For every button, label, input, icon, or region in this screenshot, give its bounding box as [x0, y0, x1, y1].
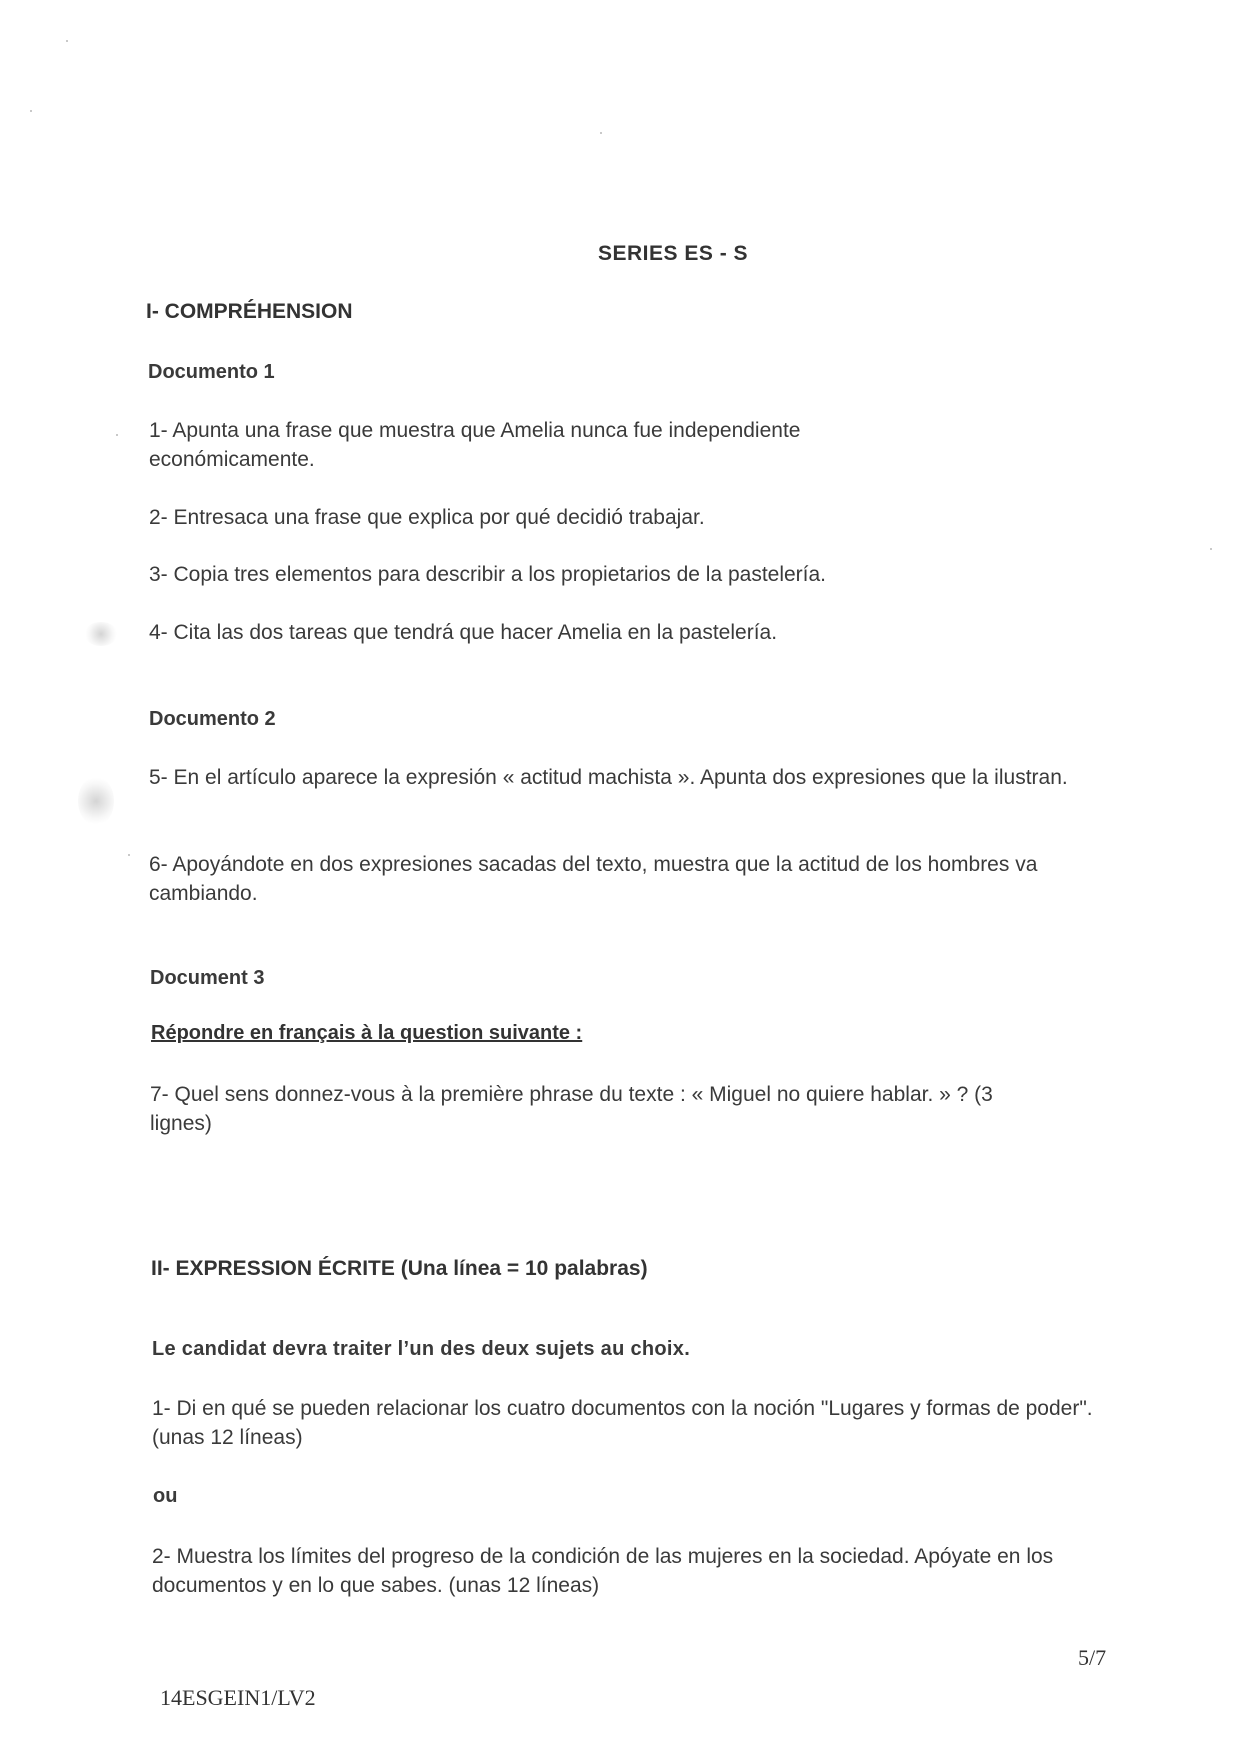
question-2: 2- Entresaca una frase que explica por qué decidió trabajar.: [149, 506, 705, 529]
section-expression-title: II- EXPRESSION ÉCRITE (Una línea = 10 palabras): [151, 1257, 648, 1280]
question-6: 6- Apoyándote en dos expresiones sacadas del texto, muestra que la actitud de los hombres va cambiando.: [149, 853, 1038, 905]
choice-instruction: Le candidat devra traiter l’un des deux sujets au choix.: [152, 1338, 691, 1360]
scan-speck: [128, 854, 130, 856]
exam-code: 14ESGEIN1/LV2: [160, 1685, 316, 1710]
documento-2-title: Documento 2: [149, 708, 276, 730]
subject-2: 2- Muestra los límites del progreso de la condición de las mujeres en la sociedad. Apóyate en los documentos y en lo que sabes. (unas 12 líneas): [152, 1545, 1054, 1597]
question-3: 3- Copia tres elementos para describir a los propietarios de la pastelería.: [149, 563, 827, 586]
subject-1: 1- Di en qué se pueden relacionar los cuatro documentos con la noción "Lugares y formas de poder". (unas 12 líneas): [152, 1397, 1093, 1449]
document-3-title: Document 3: [150, 967, 265, 989]
documento-1-title: Documento 1: [148, 361, 275, 383]
scan-speck: [66, 40, 68, 42]
question-5: 5- En el artículo aparece la expresión « actitud machista ». Apunta dos expresiones que la ilustran.: [149, 766, 1068, 789]
question-7: 7- Quel sens donnez-vous à la première phrase du texte : « Miguel no quiere hablar. » ? (3 lignes): [150, 1083, 993, 1135]
scan-smudge: [78, 776, 114, 826]
scan-speck: [600, 132, 602, 134]
question-4: 4- Cita las dos tareas que tendrá que hacer Amelia en la pastelería.: [149, 621, 778, 644]
question-1: 1- Apunta una frase que muestra que Amelia nunca fue independiente económicamente.: [149, 419, 801, 471]
scan-smudge: [84, 622, 118, 646]
scan-speck: [116, 434, 118, 436]
series-title: SERIES ES - S: [598, 242, 749, 265]
answer-in-french-instruction: Répondre en français à la question suivante :: [151, 1022, 583, 1044]
scan-speck: [30, 110, 32, 112]
page-number: 5/7: [1078, 1645, 1107, 1670]
scan-speck: [1210, 548, 1212, 550]
section-comprehension-title: I- COMPRÉHENSION: [146, 300, 353, 323]
or-separator: ou: [153, 1485, 178, 1507]
